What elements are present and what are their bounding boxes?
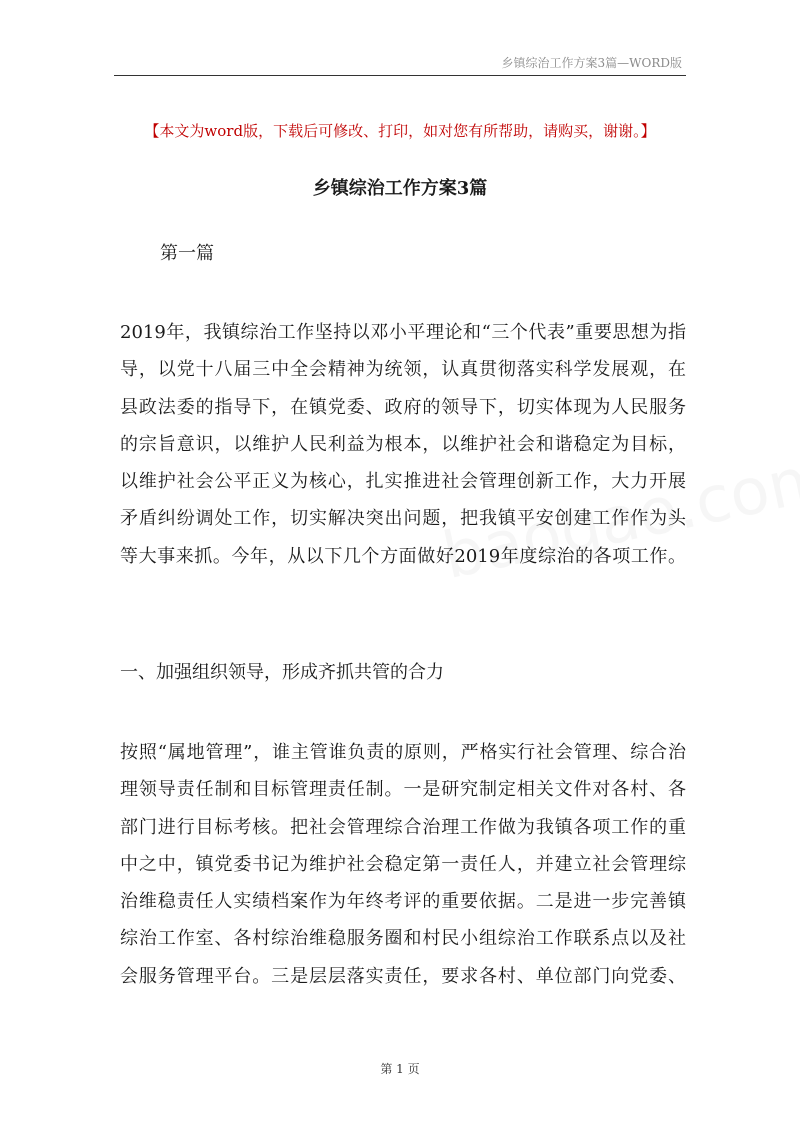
paragraph-line: 理领导责任制和目标管理责任制。一是研究制定相关文件对各村、各 xyxy=(120,779,686,801)
paragraph-line: 导，以党十八届三中全会精神为统领，认真贯彻落实科学发展观，在 xyxy=(120,359,686,381)
paragraph-line: 部门进行目标考核。把社会管理综合治理工作做为我镇各项工作的重 xyxy=(120,816,686,838)
paragraph-line: 的宗旨意识，以维护人民利益为根本，以维护社会和谐稳定为目标， xyxy=(120,433,686,455)
notice-text: 【本文为word版，下载后可修改、打印，如对您有所帮助，请购买，谢谢。】 xyxy=(144,122,656,140)
paragraph-line: 中之中，镇党委书记为维护社会稳定第一责任人，并建立社会管理综 xyxy=(120,853,686,875)
page-number: 第 1 页 xyxy=(380,1062,420,1076)
paragraph-line: 会服务管理平台。三是层层落实责任，要求各村、单位部门向党委、 xyxy=(120,965,686,987)
paragraph-line: 2019年，我镇综治工作坚持以邓小平理论和“三个代表”重要思想为指 xyxy=(120,322,686,343)
paragraph-2 xyxy=(120,734,686,995)
paragraph-line: 综治工作室、各村综治维稳服务圈和村民小组综治工作联系点以及社 xyxy=(120,928,686,950)
section-heading-1 xyxy=(120,654,686,691)
paragraph-line: 等大事来抓。今年，从以下几个方面做好2019年度综治的各项工作。 xyxy=(120,545,686,567)
heading-text: 一、加强组织领导，形成齐抓共管的合力 xyxy=(120,662,444,683)
section-label: 第一篇 xyxy=(160,243,214,264)
paragraph-line: 按照“属地管理”，谁主管谁负责的原则，严格实行社会管理、综合治 xyxy=(120,742,686,763)
paragraph-1 xyxy=(120,314,686,575)
paragraph-line: 矛盾纠纷调处工作，切实解决突出问题，把我镇平安创建工作作为头 xyxy=(120,508,686,530)
header-divider xyxy=(114,75,686,76)
paragraph-line: 以维护社会公平正义为核心，扎实推进社会管理创新工作，大力开展 xyxy=(120,471,686,493)
paragraph-line: 治维稳责任人实绩档案作为年终考评的重要依据。二是进一步完善镇 xyxy=(120,891,686,913)
paragraph-line: 县政法委的指导下，在镇党委、政府的领导下，切实体现为人民服务 xyxy=(120,396,686,418)
document-title: 乡镇综治工作方案3篇 xyxy=(312,178,488,199)
page-header: 乡镇综治工作方案3篇—WORD版 xyxy=(501,56,682,70)
